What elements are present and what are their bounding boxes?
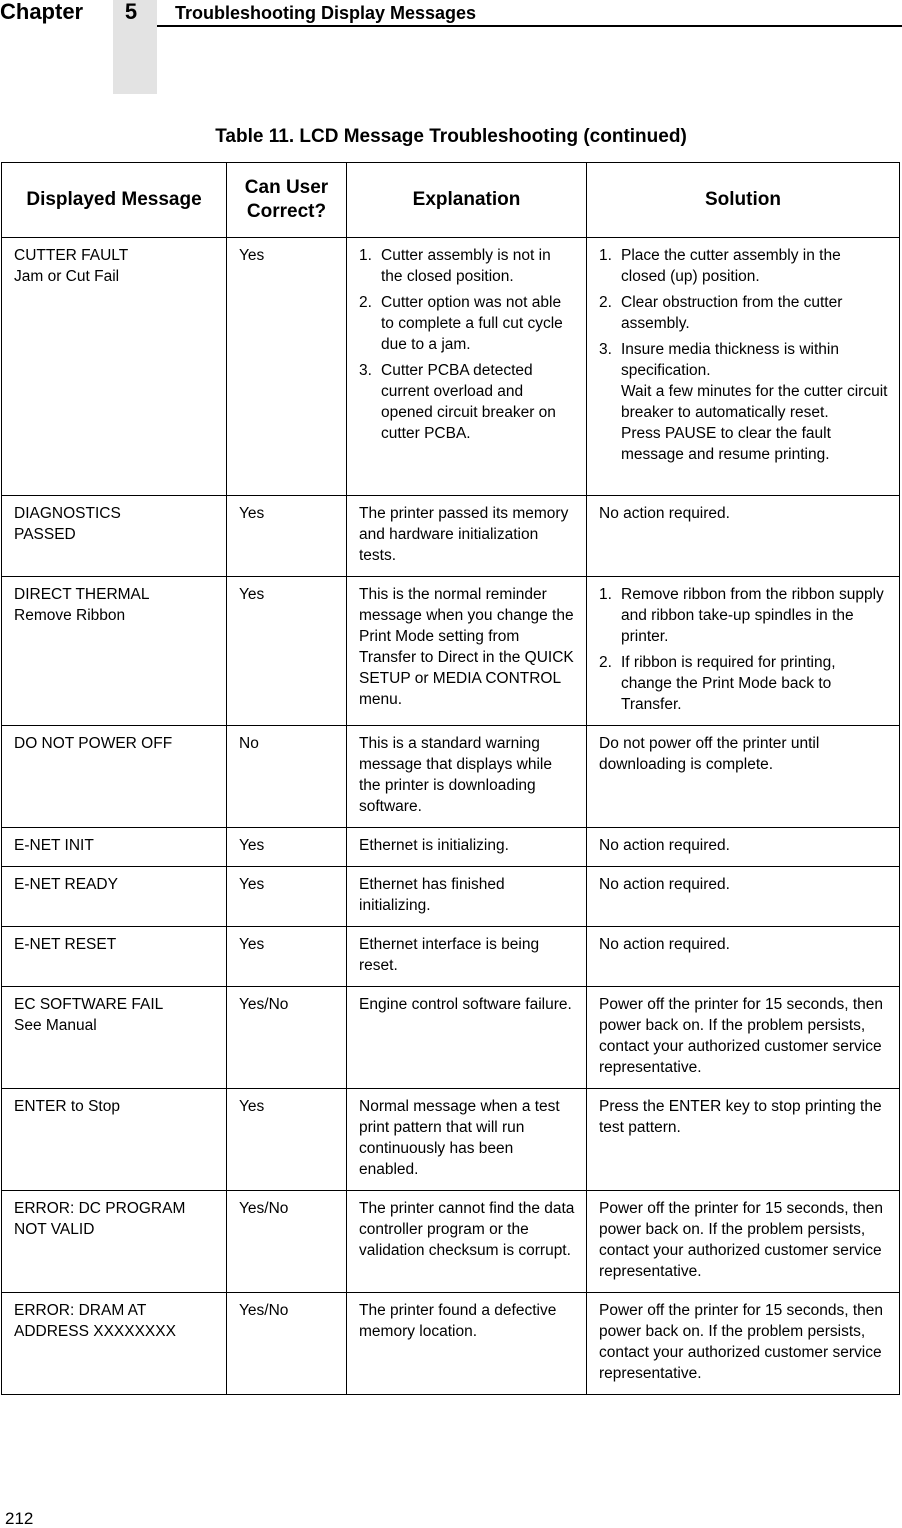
table-row [2, 577, 900, 726]
page-number: 212 [5, 1509, 34, 1528]
step-text: Cutter assembly is not in the closed position. [381, 247, 551, 285]
step-number: 2. [599, 294, 612, 311]
solution-steps-list [599, 584, 889, 715]
table-row [2, 1191, 900, 1293]
displayed-message-cell: DIRECT THERMAL Remove Ribbon [2, 577, 227, 726]
solution-step [599, 292, 889, 334]
table-header-row [2, 163, 900, 238]
step-text: Insure media thickness is within specification. Wait a few minutes for the cutter circuit breaker to automatically reset. Press PAUSE to clear the fault message and resume printing. [621, 341, 888, 463]
explanation-cell: Ethernet is initializing. [347, 828, 587, 867]
step-text: Place the cutter assembly in the closed (up) position. [621, 247, 841, 285]
solution-cell: Power off the printer for 15 seconds, then power back on. If the problem persists, contact your authorized customer service representative. [587, 1293, 900, 1395]
step-text: Remove ribbon from the ribbon supply and ribbon take-up spindles in the printer. [621, 586, 884, 645]
can-user-correct-cell: Yes [227, 867, 347, 927]
table-body [2, 238, 900, 1395]
solution-step [599, 339, 889, 465]
explanation-cell: The printer cannot find the data controller program or the validation checksum is corrupt. [347, 1191, 587, 1293]
explanation-cell [347, 238, 587, 496]
solution-cell: No action required. [587, 867, 900, 927]
displayed-message-cell: E-NET READY [2, 867, 227, 927]
step-text: If ribbon is required for printing, change the Print Mode back to Transfer. [621, 654, 836, 713]
table-row [2, 238, 900, 496]
can-user-correct-cell: Yes [227, 1089, 347, 1191]
can-user-correct-cell: Yes/No [227, 1191, 347, 1293]
solution-step [599, 584, 889, 647]
solution-step [599, 245, 889, 287]
column-header-message: Displayed Message [2, 163, 227, 238]
table-row [2, 828, 900, 867]
can-user-correct-cell: Yes/No [227, 987, 347, 1089]
can-user-correct-cell: Yes [227, 828, 347, 867]
table-title: Table 11. LCD Message Troubleshooting (continued) [215, 126, 687, 147]
can-user-correct-cell: No [227, 726, 347, 828]
explanation-step [359, 292, 576, 355]
solution-step [599, 652, 889, 715]
can-user-correct-cell: Yes/No [227, 1293, 347, 1395]
explanation-cell: This is the normal reminder message when you change the Print Mode setting from Transfer to Direct in the QUICK SETUP or MEDIA CONTROL menu. [347, 577, 587, 726]
section-title: Troubleshooting Display Messages [175, 3, 477, 23]
displayed-message-cell: E-NET RESET [2, 927, 227, 987]
step-number: 2. [599, 654, 612, 671]
explanation-steps-list [359, 245, 576, 444]
step-number: 3. [359, 362, 372, 379]
displayed-message-cell: EC SOFTWARE FAIL See Manual [2, 987, 227, 1089]
table-row [2, 987, 900, 1089]
column-header-explanation: Explanation [347, 163, 587, 238]
can-user-correct-cell: Yes [227, 577, 347, 726]
displayed-message-cell: ERROR: DC PROGRAM NOT VALID [2, 1191, 227, 1293]
header-rule [157, 25, 902, 27]
step-number: 3. [599, 341, 612, 358]
solution-cell: Press the ENTER key to stop printing the test pattern. [587, 1089, 900, 1191]
explanation-step [359, 245, 576, 287]
explanation-cell: The printer passed its memory and hardware initialization tests. [347, 496, 587, 577]
explanation-cell: Ethernet has finished initializing. [347, 867, 587, 927]
displayed-message-cell: DO NOT POWER OFF [2, 726, 227, 828]
step-number: 1. [599, 586, 612, 603]
displayed-message-cell: CUTTER FAULT Jam or Cut Fail [2, 238, 227, 496]
step-number: 1. [359, 247, 372, 264]
table-row [2, 496, 900, 577]
explanation-cell: The printer found a defective memory location. [347, 1293, 587, 1395]
solution-cell: Power off the printer for 15 seconds, then power back on. If the problem persists, contact your authorized customer service representative. [587, 1191, 900, 1293]
column-header-solution: Solution [587, 163, 900, 238]
step-text: Cutter option was not able to complete a full cut cycle due to a jam. [381, 294, 563, 353]
solution-cell: No action required. [587, 496, 900, 577]
explanation-cell: Normal message when a test print pattern that will run continuously has been enabled. [347, 1089, 587, 1191]
table-row [2, 1089, 900, 1191]
table-row [2, 927, 900, 987]
table-row [2, 726, 900, 828]
displayed-message-cell: ENTER to Stop [2, 1089, 227, 1191]
solution-cell: Power off the printer for 15 seconds, then power back on. If the problem persists, contact your authorized customer service representative. [587, 987, 900, 1089]
displayed-message-cell: DIAGNOSTICS PASSED [2, 496, 227, 577]
can-user-correct-cell: Yes [227, 238, 347, 496]
displayed-message-cell: ERROR: DRAM AT ADDRESS XXXXXXXX [2, 1293, 227, 1395]
chapter-number: 5 [124, 0, 138, 24]
solution-cell [587, 577, 900, 726]
can-user-correct-cell: Yes [227, 927, 347, 987]
step-text: Clear obstruction from the cutter assembly. [621, 294, 843, 332]
can-user-correct-cell: Yes [227, 496, 347, 577]
column-header-correct: Can User Correct? [227, 163, 347, 238]
step-number: 1. [599, 247, 612, 264]
table-row [2, 867, 900, 927]
solution-cell [587, 238, 900, 496]
solution-cell: Do not power off the printer until downloading is complete. [587, 726, 900, 828]
explanation-step [359, 360, 576, 444]
solution-steps-list [599, 245, 889, 465]
explanation-cell: This is a standard warning message that displays while the printer is downloading software. [347, 726, 587, 828]
step-text: Cutter PCBA detected current overload and opened circuit breaker on cutter PCBA. [381, 362, 556, 442]
lcd-message-table [1, 162, 900, 1395]
chapter-tab [113, 0, 157, 94]
table-row [2, 1293, 900, 1395]
explanation-cell: Engine control software failure. [347, 987, 587, 1089]
solution-cell: No action required. [587, 828, 900, 867]
solution-cell: No action required. [587, 927, 900, 987]
explanation-cell: Ethernet interface is being reset. [347, 927, 587, 987]
displayed-message-cell: E-NET INIT [2, 828, 227, 867]
chapter-label: Chapter [0, 0, 84, 24]
step-number: 2. [359, 294, 372, 311]
